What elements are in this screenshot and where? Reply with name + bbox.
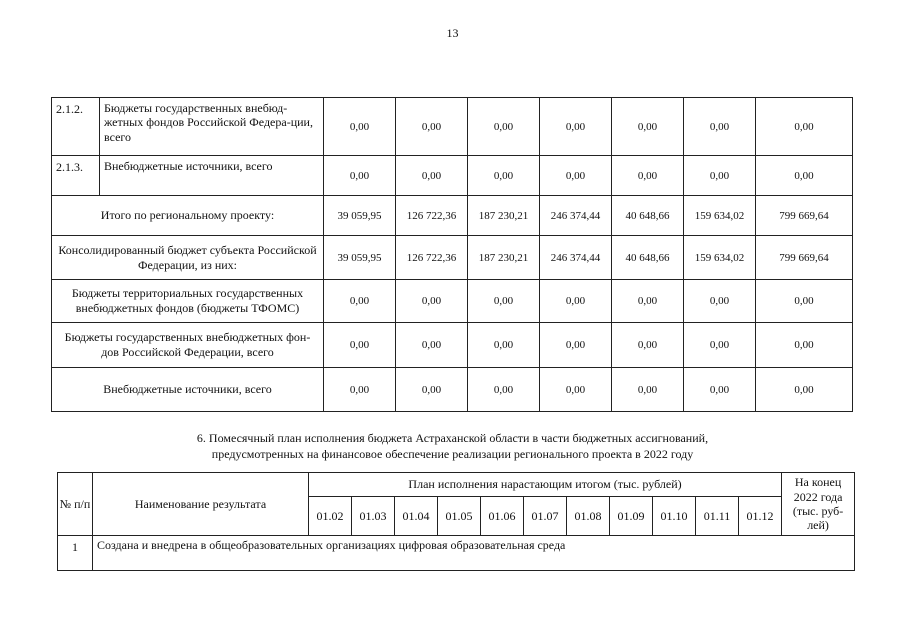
page-number: 13 — [446, 26, 459, 40]
value-cell: 0,00 — [396, 323, 468, 368]
value-cell: 0,00 — [324, 280, 396, 323]
value-cell: 0,00 — [324, 98, 396, 156]
value-cell: 799 669,64 — [756, 196, 853, 236]
month-header: 01.07 — [524, 497, 567, 536]
month-header: 01.05 — [438, 497, 481, 536]
table-row — [58, 536, 855, 571]
row-label: Итого по региональному проекту: — [52, 196, 324, 236]
value-cell: 159 634,02 — [684, 196, 756, 236]
value-cell: 0,00 — [396, 156, 468, 196]
row-num: 1 — [58, 536, 93, 571]
value-cell: 39 059,95 — [324, 196, 396, 236]
month-header: 01.09 — [610, 497, 653, 536]
month-header: 01.02 — [309, 497, 352, 536]
value-cell: 0,00 — [756, 280, 853, 323]
value-cell: 0,00 — [396, 280, 468, 323]
value-cell: 246 374,44 — [540, 236, 612, 280]
value-cell: 0,00 — [468, 280, 540, 323]
value-cell: 0,00 — [684, 280, 756, 323]
row-num: 2.1.2. — [52, 98, 100, 156]
row-label: Внебюджетные источники, всего — [52, 368, 324, 412]
row-label: Консолидированный бюджет субъекта Российской Федерации, из них: — [52, 236, 324, 280]
table-row — [52, 236, 853, 280]
value-cell: 0,00 — [540, 368, 612, 412]
value-cell: 0,00 — [684, 323, 756, 368]
table-row — [52, 156, 853, 196]
value-cell: 40 648,66 — [612, 236, 684, 280]
value-cell: 0,00 — [612, 156, 684, 196]
value-cell: 39 059,95 — [324, 236, 396, 280]
value-cell: 0,00 — [396, 368, 468, 412]
value-cell: 0,00 — [324, 156, 396, 196]
header-name: Наименование результата — [93, 473, 309, 536]
table-row — [52, 323, 853, 368]
value-cell: 0,00 — [396, 98, 468, 156]
section-title-line2: предусмотренных на финансовое обеспечение реализации регионального проекта в 2022 году — [211, 447, 694, 461]
row-text: Создана и внедрена в общеобразовательных организациях цифровая образовательная среда — [93, 536, 855, 571]
header-num: № п/п — [58, 473, 93, 536]
value-cell: 0,00 — [324, 368, 396, 412]
table-row — [52, 280, 853, 323]
value-cell: 799 669,64 — [756, 236, 853, 280]
value-cell: 0,00 — [612, 368, 684, 412]
row-label: Бюджеты территориальных государственных внебюджетных фондов (бюджеты ТФОМС) — [52, 280, 324, 323]
value-cell: 0,00 — [468, 98, 540, 156]
value-cell: 187 230,21 — [468, 236, 540, 280]
value-cell: 246 374,44 — [540, 196, 612, 236]
value-cell: 0,00 — [756, 156, 853, 196]
value-cell: 0,00 — [756, 98, 853, 156]
value-cell: 0,00 — [468, 368, 540, 412]
month-header: 01.10 — [653, 497, 696, 536]
section-title-line1: 6. Помесячный план исполнения бюджета Астраханской области в части бюджетных ассигнований, — [196, 431, 709, 445]
value-cell: 0,00 — [540, 98, 612, 156]
month-header: 01.08 — [567, 497, 610, 536]
month-header: 01.04 — [395, 497, 438, 536]
value-cell: 0,00 — [756, 323, 853, 368]
value-cell: 126 722,36 — [396, 236, 468, 280]
value-cell: 0,00 — [468, 323, 540, 368]
value-cell: 0,00 — [684, 368, 756, 412]
value-cell: 0,00 — [324, 323, 396, 368]
table-row — [52, 196, 853, 236]
value-cell: 0,00 — [684, 98, 756, 156]
value-cell: 0,00 — [540, 156, 612, 196]
value-cell: 0,00 — [684, 156, 756, 196]
month-header: 01.12 — [739, 497, 782, 536]
table-row — [52, 98, 853, 156]
value-cell: 0,00 — [468, 156, 540, 196]
row-label: Бюджеты государственных внебюджетных фон-дов Российской Федерации, всего — [52, 323, 324, 368]
plan-table — [57, 472, 855, 571]
value-cell: 126 722,36 — [396, 196, 468, 236]
value-cell: 0,00 — [612, 98, 684, 156]
header-end-of-year: На конец 2022 года (тыс. руб-лей) — [782, 473, 855, 536]
value-cell: 0,00 — [612, 280, 684, 323]
table-row — [52, 368, 853, 412]
value-cell: 0,00 — [756, 368, 853, 412]
value-cell: 187 230,21 — [468, 196, 540, 236]
row-num: 2.1.3. — [52, 156, 100, 196]
row-label: Бюджеты государственных внебюд-жетных фондов Российской Федера-ции, всего — [100, 98, 324, 156]
value-cell: 0,00 — [612, 323, 684, 368]
budget-table — [51, 97, 853, 412]
month-header: 01.03 — [352, 497, 395, 536]
value-cell: 0,00 — [540, 323, 612, 368]
month-header: 01.11 — [696, 497, 739, 536]
section-title — [0, 430, 905, 462]
row-label: Внебюджетные источники, всего — [100, 156, 324, 196]
header-plan: План исполнения нарастающим итогом (тыс. рублей) — [309, 473, 782, 497]
value-cell: 0,00 — [540, 280, 612, 323]
value-cell: 40 648,66 — [612, 196, 684, 236]
value-cell: 159 634,02 — [684, 236, 756, 280]
month-header: 01.06 — [481, 497, 524, 536]
